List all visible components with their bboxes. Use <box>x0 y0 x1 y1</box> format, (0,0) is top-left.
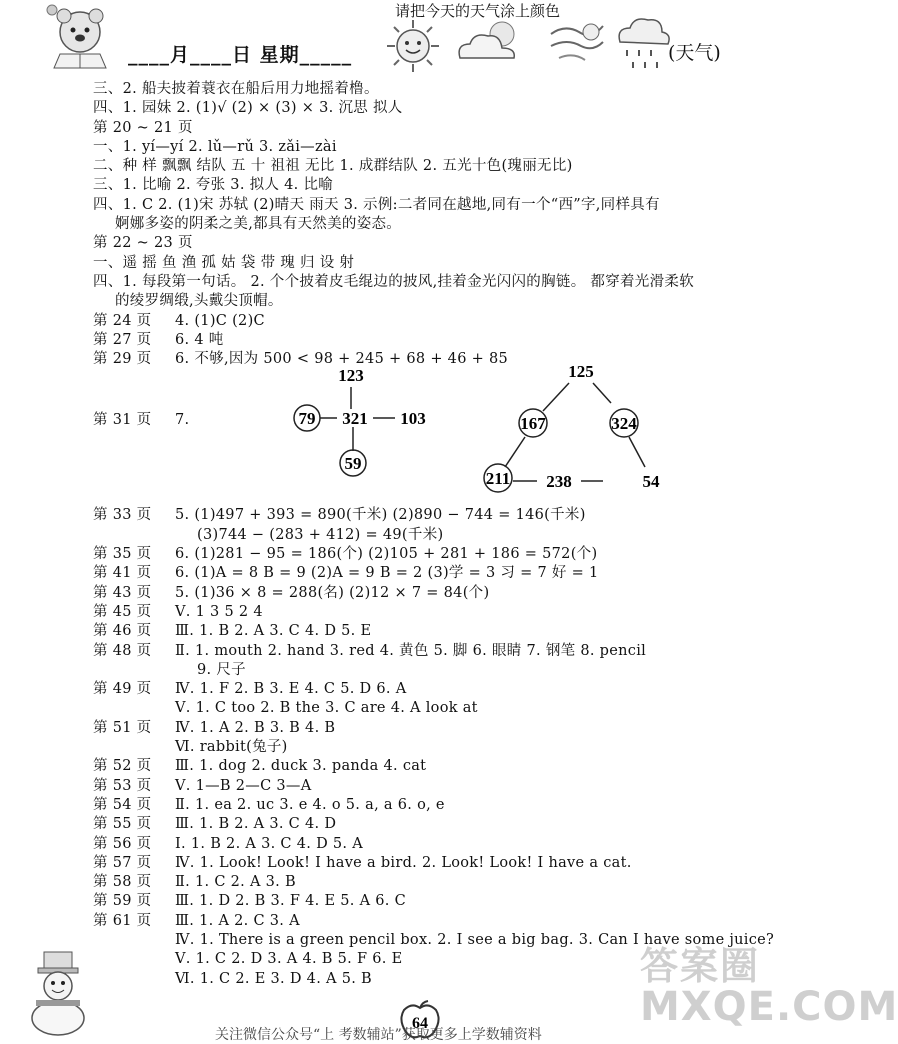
answer-lines-top <box>93 80 823 369</box>
answer-text: 6. 4 吨 <box>175 331 224 348</box>
page-label: 第 54 页 <box>93 796 152 813</box>
answer-text: Ⅱ. 1. ea 2. uc 3. e 4. o 5. a, a 6. o, e <box>175 796 445 813</box>
answer-line <box>93 119 823 138</box>
number-diagram-right <box>613 363 753 503</box>
answer-line <box>93 796 823 815</box>
triangle-bottom-mid-number: 238 <box>546 472 572 492</box>
answer-text: Ⅵ. rabbit(兔子) <box>175 739 288 756</box>
answer-line <box>93 873 823 892</box>
answer-text: 三、2. 船夫披着蓑衣在船后用力地摇着橹。 <box>93 81 379 97</box>
answer-text: Ⅳ. 1. F 2. B 3. E 4. C 5. D 6. A <box>175 681 407 698</box>
answer-text: Ⅱ. 1. C 2. A 3. B <box>175 874 296 891</box>
answer-text: 6. (1)281 − 95 = 186(个) (2)105 + 281 + 186 = 572(个) <box>175 546 598 563</box>
answer-text: Ⅵ. 1. C 2. E 3. D 4. A 5. B <box>175 970 372 987</box>
answer-text: Ⅰ. 1. B 2. A 3. C 4. D 5. A <box>175 835 364 852</box>
answer-line <box>93 912 823 931</box>
page-label: 第 58 页 <box>93 874 152 891</box>
answer-text: 5. (1)497 + 393 = 890(千米) (2)890 − 744 = 146(千米) <box>175 507 586 524</box>
answer-line <box>93 545 823 564</box>
wind-icon[interactable] <box>545 14 609 74</box>
date-weekday-label: ____月____日 星期_____ <box>128 44 353 66</box>
page-label: 第 61 页 <box>93 912 152 929</box>
cross-left-number: 79 <box>298 409 316 429</box>
page-label: 第 57 页 <box>93 854 152 871</box>
page-31-diagram <box>93 362 823 506</box>
answer-line <box>93 815 823 834</box>
weather-label: (天气) <box>668 42 721 64</box>
answer-text: 三、1. 比喻 2. 夸张 3. 拟人 4. 比喻 <box>93 177 334 194</box>
page-header <box>0 0 837 90</box>
answer-text: 婀娜多姿的阴柔之美,都具有天然美的姿态。 <box>115 216 402 233</box>
snowman-icon <box>18 950 98 1035</box>
number-diagram <box>193 363 613 503</box>
answer-line <box>93 312 823 331</box>
page-label: 第 48 页 <box>93 642 152 659</box>
answer-line <box>93 719 823 738</box>
answer-text: 第 22 ~ 23 页 <box>93 235 193 252</box>
page-label: 第 51 页 <box>93 719 152 736</box>
answer-line <box>93 622 823 641</box>
answer-text: Ⅳ. 1. There is a green pencil box. 2. I see a big bag. 3. Can I have some juice? <box>175 931 775 948</box>
page-number: 64 <box>412 1015 428 1032</box>
cross-bottom-number: 59 <box>344 454 362 474</box>
triangle-bottom-right-number: 54 <box>642 472 660 492</box>
cross-center-number: 321 <box>342 409 368 429</box>
answer-line <box>93 138 823 157</box>
page-label: 第 59 页 <box>93 893 152 910</box>
answer-text: Ⅱ. 1. mouth 2. hand 3. red 4. 黄色 5. 脚 6. 眼睛 7. 钢笔 8. pencil <box>175 642 647 659</box>
answer-line <box>93 757 823 776</box>
answer-line <box>93 835 823 854</box>
answer-line <box>93 157 823 176</box>
answer-text: 一、1. yí—yí 2. lǔ—rǔ 3. zǎi—zài <box>93 138 337 155</box>
answer-line <box>93 273 823 292</box>
answer-line <box>93 506 823 525</box>
cloudy-icon[interactable] <box>450 14 530 70</box>
page-label: 第 46 页 <box>93 623 152 640</box>
rain-icon[interactable] <box>612 12 672 76</box>
answer-text: 四、1. 每段第一句话。 2. 个个披着皮毛绲边的披风,挂着金光闪闪的胸链。 都穿着光滑柔软 <box>93 273 695 290</box>
watermark-title: 答案圈 <box>640 944 761 988</box>
answer-line <box>93 215 823 234</box>
answer-text: Ⅲ. 1. D 2. B 3. F 4. E 5. A 6. C <box>175 893 407 910</box>
page-label: 第 41 页 <box>93 565 152 582</box>
answer-line <box>93 854 823 873</box>
page-label: 第 43 页 <box>93 584 152 601</box>
watermark-url: MXQE.COM <box>640 984 898 1030</box>
answer-text: Ⅲ. 1. A 2. C 3. A <box>175 912 300 929</box>
triangle-bottom-left-number: 211 <box>485 469 511 489</box>
page-label: 第 53 页 <box>93 777 152 794</box>
page-label: 第 31 页 <box>93 412 152 429</box>
answer-text: Ⅴ. 1. C too 2. B the 3. C are 4. A look at <box>175 700 478 717</box>
answer-line <box>93 680 823 699</box>
answer-line <box>93 254 823 273</box>
answer-line <box>93 176 823 195</box>
answer-line <box>93 196 823 215</box>
weather-instruction: 请把今天的天气涂上颜色 <box>395 2 561 20</box>
triangle-left-number: 167 <box>520 414 546 434</box>
answer-line <box>93 642 823 661</box>
answer-text: 二、种 样 飘飘 结队 五 十 祖祖 无比 1. 成群结队 2. 五光十色(瑰丽无比) <box>93 158 573 175</box>
triangle-right-number: 324 <box>611 414 637 434</box>
answer-content <box>93 80 823 989</box>
answer-text: 6. (1)A = 8 B = 9 (2)A = 9 B = 2 (3)学 = 3 习 = 7 好 = 1 <box>175 565 599 582</box>
answer-text: 的绫罗绸缎,头戴尖顶帽。 <box>115 293 283 310</box>
answer-text: Ⅲ. 1. B 2. A 3. C 4. D 5. E <box>175 623 372 640</box>
page-label: 第 27 页 <box>93 331 152 348</box>
answer-line <box>93 699 823 718</box>
answer-line <box>93 99 823 118</box>
cross-top-number: 123 <box>338 366 364 386</box>
page-label: 第 52 页 <box>93 758 152 775</box>
bear-reading-icon <box>40 2 120 72</box>
answer-text: 5. (1)36 × 8 = 288(名) (2)12 × 7 = 84(个) <box>175 584 490 601</box>
answer-line <box>93 777 823 796</box>
answer-text: (3)744 − (283 + 412) = 49(千米) <box>197 526 444 543</box>
answer-text: 第 20 ~ 21 页 <box>93 119 193 136</box>
page-label: 第 45 页 <box>93 603 152 620</box>
answer-line <box>93 292 823 311</box>
answer-line <box>93 738 823 757</box>
page-label: 第 33 页 <box>93 507 152 524</box>
triangle-top-number: 125 <box>568 362 594 382</box>
answer-line <box>93 564 823 583</box>
answer-text: Ⅲ. 1. dog 2. duck 3. panda 4. cat <box>175 758 427 775</box>
page-label: 第 29 页 <box>93 351 152 368</box>
page-label: 第 55 页 <box>93 816 152 833</box>
answer-line <box>93 80 823 99</box>
answer-text: 4. (1)C (2)C <box>175 312 265 329</box>
answer-text: Ⅲ. 1. B 2. A 3. C 4. D <box>175 816 337 833</box>
answer-text: 9. 尺子 <box>197 661 246 678</box>
answer-line <box>93 331 823 350</box>
answer-line <box>93 584 823 603</box>
answer-text: Ⅴ. 1 3 5 2 4 <box>175 603 263 620</box>
answer-line <box>93 234 823 253</box>
answer-text: 四、1. C 2. (1)宋 苏轼 (2)晴天 雨天 3. 示例:二者同在越地,同有一个“西”字,同样具有 <box>93 196 660 213</box>
answer-lines-bottom <box>93 506 823 988</box>
answer-line <box>93 661 823 680</box>
page-label: 第 35 页 <box>93 546 152 563</box>
sun-icon[interactable] <box>385 18 441 74</box>
answer-text: 四、1. 园妹 2. (1)√ (2) × (3) × 3. 沉思 拟人 <box>93 100 403 117</box>
answer-text: Ⅴ. 1. C 2. D 3. A 4. B 5. F 6. E <box>175 951 403 968</box>
page-label: 第 56 页 <box>93 835 152 852</box>
answer-line <box>93 892 823 911</box>
footer-note: 关注微信公众号“上 考数辅站”获取更多上学数辅资料 <box>215 1027 542 1043</box>
answer-line <box>93 603 823 622</box>
watermark <box>640 935 898 1030</box>
cross-right-number: 103 <box>400 409 426 429</box>
page-label: 第 24 页 <box>93 312 152 329</box>
answer-text: 6. 不够,因为 500 < 98 + 245 + 68 + 46 + 85 <box>175 351 509 368</box>
question-number: 7. <box>175 412 190 429</box>
answer-line <box>93 526 823 545</box>
answer-text: Ⅳ. 1. A 2. B 3. B 4. B <box>175 719 336 736</box>
page-label: 第 49 页 <box>93 681 152 698</box>
answer-text: Ⅴ. 1—B 2—C 3—A <box>175 777 312 794</box>
answer-text: Ⅳ. 1. Look! Look! I have a bird. 2. Look! Look! I have a cat. <box>175 854 632 871</box>
answer-text: 一、遥 摇 鱼 渔 孤 姑 袋 带 瑰 归 设 射 <box>93 254 355 271</box>
